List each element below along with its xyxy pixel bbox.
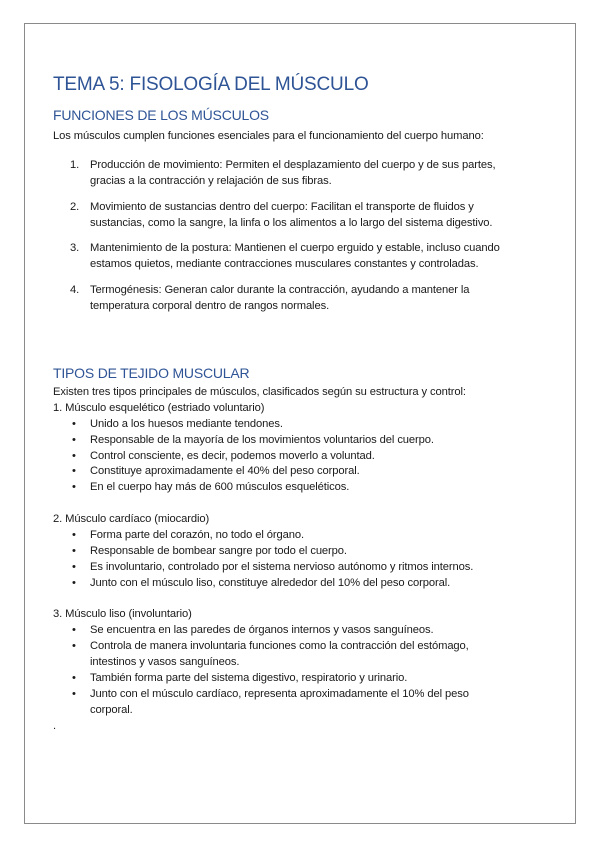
bullet-line: Forma parte del corazón, no todo el órgano. — [90, 529, 304, 541]
ordered-list-item — [70, 282, 560, 314]
ordered-list-item — [70, 199, 560, 231]
bullet-line: Se encuentra en las paredes de órganos internos y vasos sanguíneos. — [90, 624, 434, 636]
list-item-line: temperatura corporal dentro de rangos normales. — [90, 300, 330, 312]
muscle-type-label: 2. Músculo cardíaco (miocardio) — [53, 513, 210, 525]
bullet-line: Junto con el músculo liso, constituye alrededor del 10% del peso corporal. — [90, 577, 451, 589]
bullet-icon: • — [72, 624, 76, 636]
bullet-item — [72, 543, 552, 559]
bullet-item — [72, 527, 552, 543]
bullet-item — [72, 479, 552, 495]
list-number: 3. — [70, 242, 80, 254]
bullet-line: corporal. — [90, 704, 133, 716]
bullet-item — [72, 463, 552, 479]
bullet-item — [72, 670, 552, 686]
bullet-icon: • — [72, 481, 76, 493]
bullet-item — [72, 559, 552, 575]
tipos-intro: Existen tres tipos principales de músculos, clasificados según su estructura y control: — [53, 386, 466, 398]
list-item-line: sustancias, como la sangre, la linfa o los alimentos a lo largo del sistema digestivo. — [90, 217, 493, 229]
bullet-item — [72, 416, 552, 432]
bullet-icon: • — [72, 672, 76, 684]
trailing-period: . — [53, 720, 57, 732]
bullet-icon: • — [72, 418, 76, 430]
bullet-icon: • — [72, 529, 76, 541]
bullet-line: En el cuerpo hay más de 600 músculos esqueléticos. — [90, 481, 350, 493]
bullet-icon: • — [72, 577, 76, 589]
bullet-line: También forma parte del sistema digestivo, respiratorio y urinario. — [90, 672, 408, 684]
section-heading-funciones: FUNCIONES DE LOS MÚSCULOS — [53, 107, 269, 123]
list-item-line: Producción de movimiento: Permiten el desplazamiento del cuerpo y de sus partes, — [90, 159, 496, 171]
list-item-line: gracias a la contracción y relajación de sus fibras. — [90, 175, 332, 187]
bullet-line: Constituye aproximadamente el 40% del peso corporal. — [90, 465, 360, 477]
bullet-icon: • — [72, 545, 76, 557]
list-item-line: Termogénesis: Generan calor durante la contracción, ayudando a mantener la — [90, 284, 470, 296]
section-heading-tipos: TIPOS DE TEJIDO MUSCULAR — [53, 365, 250, 381]
bullet-icon: • — [72, 434, 76, 446]
bullet-item — [72, 622, 552, 638]
bullet-line: Responsable de la mayoría de los movimientos voluntarios del cuerpo. — [90, 434, 434, 446]
list-number: 4. — [70, 284, 80, 296]
bullet-item — [72, 448, 552, 464]
bullet-item — [72, 575, 552, 591]
bullet-item — [72, 638, 552, 670]
bullet-icon: • — [72, 688, 76, 700]
bullet-icon: • — [72, 640, 76, 652]
page-title: TEMA 5: FISOLOGÍA DEL MÚSCULO — [53, 74, 369, 95]
list-number: 1. — [70, 159, 80, 171]
muscle-type-label: 3. Músculo liso (involuntario) — [53, 608, 192, 620]
bullet-item — [72, 686, 552, 718]
muscle-type-label: 1. Músculo esquelético (estriado voluntario) — [53, 402, 265, 414]
list-item-line: Mantenimiento de la postura: Mantienen el cuerpo erguido y estable, incluso cuando — [90, 242, 500, 254]
bullet-line: Unido a los huesos mediante tendones. — [90, 418, 283, 430]
bullet-line: Controla de manera involuntaria funciones como la contracción del estómago, — [90, 640, 469, 652]
bullet-icon: • — [72, 465, 76, 477]
list-item-line: Movimiento de sustancias dentro del cuerpo: Facilitan el transporte de fluidos y — [90, 201, 474, 213]
bullet-icon: • — [72, 450, 76, 462]
bullet-line: Responsable de bombear sangre por todo el cuerpo. — [90, 545, 347, 557]
bullet-line: Es involuntario, controlado por el sistema nervioso autónomo y ritmos internos. — [90, 561, 474, 573]
bullet-line: intestinos y vasos sanguíneos. — [90, 656, 240, 668]
bullet-line: Control consciente, es decir, podemos moverlo a voluntad. — [90, 450, 375, 462]
ordered-list-item — [70, 157, 560, 189]
list-item-line: estamos quietos, mediante contracciones musculares constantes y controladas. — [90, 258, 479, 270]
funciones-intro: Los músculos cumplen funciones esenciales para el funcionamiento del cuerpo humano: — [53, 130, 484, 142]
bullet-icon: • — [72, 561, 76, 573]
bullet-item — [72, 432, 552, 448]
ordered-list-item — [70, 240, 560, 272]
list-number: 2. — [70, 201, 80, 213]
bullet-line: Junto con el músculo cardíaco, representa aproximadamente el 10% del peso — [90, 688, 469, 700]
